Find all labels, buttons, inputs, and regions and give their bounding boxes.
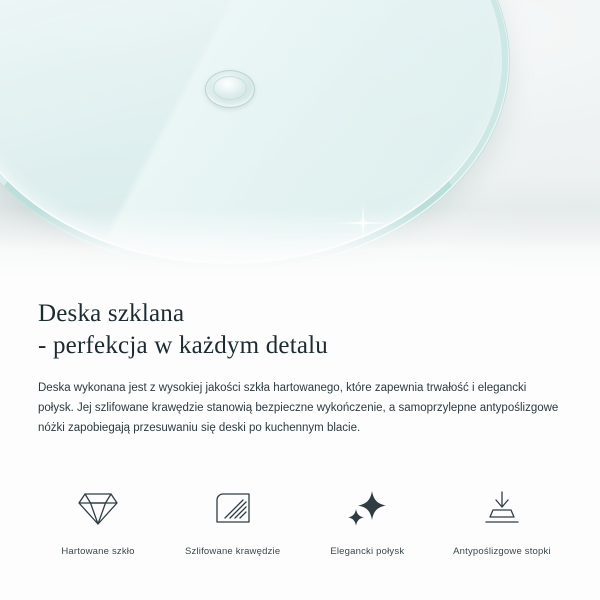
feature-item-tempered-glass xyxy=(34,487,162,558)
body-paragraph: Deska wykonana jest z wysokiej jakości szkła hartowanego, które zapewnia trwałość i elegancki połysk. Jej szlifowane krawędzie stanowią bezpieczne wykończenie, a samoprzylepne antypoślizgowe nóżki zapobiegają przesuwaniu się deski po kuchennym blacie. xyxy=(38,382,559,434)
hero-image xyxy=(0,0,600,278)
feature-label: Hartowane szkło xyxy=(61,546,135,557)
sparkle-icon xyxy=(303,487,431,531)
feature-label: Elegancki połysk xyxy=(330,546,405,557)
content-block xyxy=(0,278,600,438)
feature-item-polished-edges xyxy=(169,487,297,558)
feature-list xyxy=(0,487,600,558)
feature-label: Szlifowane krawędzie xyxy=(184,546,281,557)
headline-line-1: Deska szklana xyxy=(38,300,185,327)
anti-slip-foot-inner-ring xyxy=(213,76,247,100)
feature-item-gloss xyxy=(303,487,431,558)
page-title xyxy=(38,298,562,362)
feature-item-anti-slip-feet xyxy=(438,487,566,558)
anti-slip-foot-icon xyxy=(438,487,566,531)
headline-line-2: - perfekcja w każdym detalu xyxy=(38,332,328,359)
diamond-icon xyxy=(34,487,162,531)
feature-label: Antypoślizgowe stopki xyxy=(453,546,551,557)
polished-edge-icon xyxy=(169,487,297,531)
hero-bottom-fade xyxy=(0,208,600,278)
